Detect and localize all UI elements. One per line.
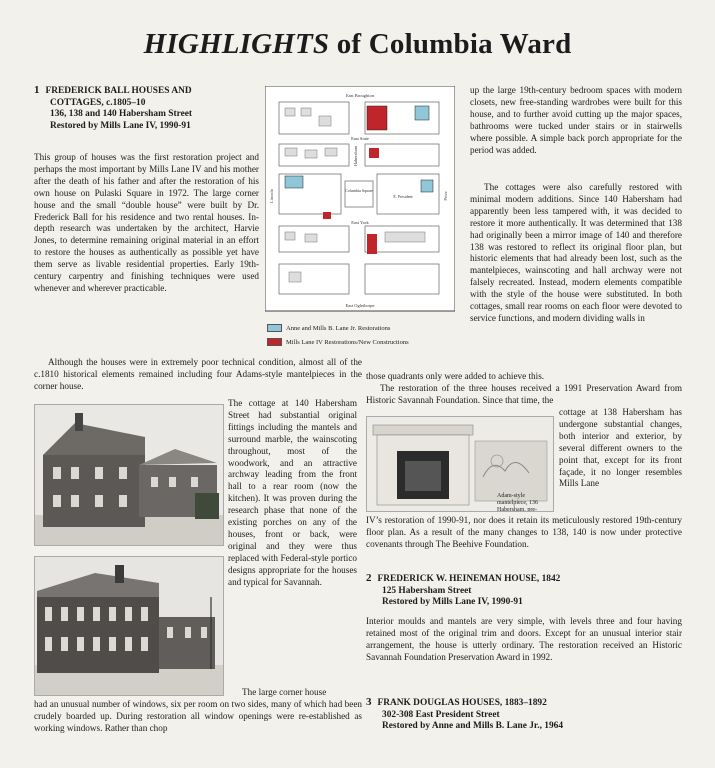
section-1-windows: had an unusual number of windows, six per room on two sides, many of which had been crudely boarded up. During restoration all window openings were re-established as working windows. Rather than chop bbox=[34, 699, 362, 733]
section-1-award: The restoration of the three houses received a 1991 Preservation Award from Historic Savannah Foundation. Since that time, the bbox=[366, 383, 682, 405]
svg-text:East State: East State bbox=[351, 136, 369, 141]
svg-text:Lincoln: Lincoln bbox=[269, 189, 274, 203]
ward-map bbox=[265, 86, 455, 356]
page-title: HIGHLIGHTS of Columbia Ward bbox=[143, 28, 572, 60]
corner-house-photo bbox=[34, 556, 224, 696]
section-1-heading: 1 FREDERICK BALL HOUSES AND COTTAGES, c.1805–10 136, 138 and 140 Habersham Street Restored by Mills Lane IV, 1990-91 bbox=[34, 84, 193, 131]
section-1-cottage: The cottage at 140 Habersham Street had substantial original fittings including the mantels and surround marble, the wainscoting throughout, most of the woodwork, and an attractive archway leading from the front hall to a rear room (now the kitchen). It was proven during the research phase that none of the existing porches on any of the houses, front or back, were original and they were thus replaced with Federal-style portico designs appropriate for the houses and typical for Savannah. bbox=[228, 398, 357, 587]
section-1-col2-b: The cottages were also carefully restored with minimal modern additions. Since 140 Habersham had apparently been less tampered with, it was decided to restore it more authentically. It was determined that 138 had originally been a mirror image of 140 and therefore 138 was restored to reflect its original floor plan, but historic elements that had already been lost, such as the mantelpieces, wainscoting and hall archway were not falsely recreated. Instead, modern elements compatible with the style of the house were substituted. In both cottages, small rear rooms on each floor were devoted to service functions, and modern dividing walls in bbox=[470, 182, 682, 323]
section-1-changes: cottage at 138 Habersham has undergone substantial changes, both interior and exterior, by several different owners to the point that, except for its front façade, it no longer resembles Mills Lane bbox=[559, 407, 682, 489]
section-3-heading: 3 FRANK DOUGLAS HOUSES, 1883–1892 302-308 East President Street Restored by Anne and Mills B. Lane Jr., 1964 bbox=[366, 696, 564, 732]
section-1-covenants: IV’s restoration of 1990-91, nor does it retain its meticulously restored 19th-century floor plan. As a result of the many changes to 138, 140 is now under protective covenants through The Beehive Foundation. bbox=[366, 515, 682, 549]
svg-text:Price: Price bbox=[443, 191, 448, 201]
section-1-condition: Although the houses were in extremely poor technical condition, almost all of the c.1810 historical elements remained including four Adams-style mantelpieces in the corner house. bbox=[34, 357, 362, 391]
section-1-col2-a: up the large 19th-century bedroom spaces with modern closets, new free-standing wardrobes were built for this house, and to further avoid cutting up the major spaces, bathrooms were tucked under stairs or in stairwells where possible. A simple back porch appropriate for the period was added. bbox=[470, 85, 682, 155]
legend-blue: Anne and Mills B. Lane Jr. Restorations bbox=[267, 324, 390, 332]
section-1-windows-a: The large corner house bbox=[242, 687, 327, 697]
ball-houses-photo bbox=[34, 404, 224, 546]
svg-text:Habersham: Habersham bbox=[353, 145, 358, 167]
svg-text:East Oglethorpe: East Oglethorpe bbox=[345, 303, 375, 308]
svg-text:Columbia Square: Columbia Square bbox=[345, 188, 373, 193]
mantelpiece-photo bbox=[366, 416, 554, 512]
svg-text:E. President: E. President bbox=[393, 194, 413, 199]
svg-text:East York: East York bbox=[351, 220, 369, 225]
section-2-heading: 2 FREDERICK W. HEINEMAN HOUSE, 1842 125 Habersham Street Restored by Mills Lane IV, 1990-91 bbox=[366, 572, 561, 608]
section-1-intro: This group of houses was the first restoration project and perhaps the most important by Mills Lane IV and his mother after the death of his father and after the restoration of his own house on Pulaski Square in 1972. The large corner house and the small “double house” were built by Dr. Frederick Ball for his residence and two rental houses. In-depth research was undertaken by the architect, Harvie Jones, to determine remaining original material in an effort to restore the houses as authentically as possible yet have them serve as livable residential properties. Early 19th-century carpentry and finishing techniques were used whenever and wherever practicable. bbox=[34, 152, 259, 293]
section-2-text: Interior moulds and mantels are very simple, with levels three and four having retained most of the original trim and doors. Except for an unusual interior stair arrangement, the house is utterly ordinary. The restoration received an Historic Savannah Foundation Preservation Award in 1992. bbox=[366, 616, 682, 662]
legend-red: Mills Lane IV Restorations/New Constructions bbox=[267, 338, 409, 346]
section-1-col2-c: those quadrants only were added to achieve this. bbox=[366, 371, 545, 381]
svg-text:East Broughton: East Broughton bbox=[345, 93, 375, 98]
mantelpiece-caption: Adam-style mantelpiece, 136 Habersham, pre- bbox=[497, 493, 538, 512]
